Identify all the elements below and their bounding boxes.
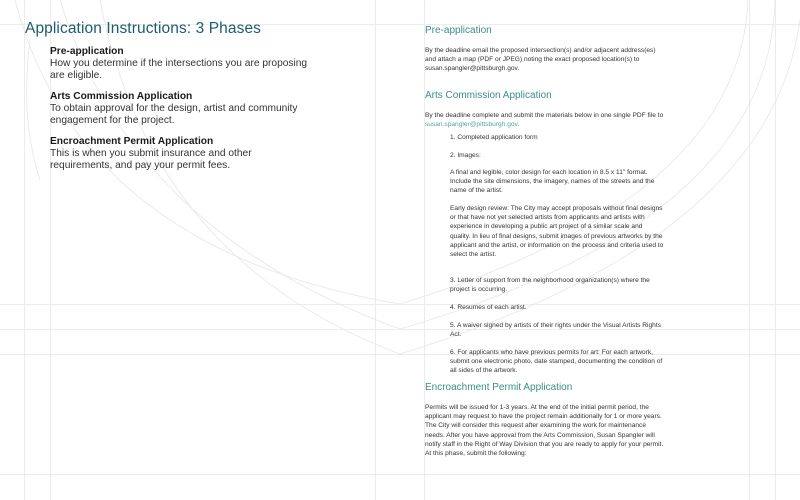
requirement-item: A final and legible, color design for each location in 8.5 x 11" format. Include the site dimensions, the imagery, names of the streets and the name of the artist. xyxy=(450,169,655,195)
phase-encroachment xyxy=(50,135,310,172)
section-heading-arts-commission: Arts Commission Application xyxy=(425,90,552,101)
encroachment-body: Permits will be issued for 1-3 years. At the end of the initial permit period, the applicant may request to have the project remain additionally for 1 or more years. The City will consider this request after examining the work for maintenance needs. After you have approval from the Arts Commission, Susan Spangler will notify staff in the Right of Way Division that you are ready to apply for your permit. At this phase, submit the following: xyxy=(425,404,664,458)
pre-application-body: By the deadline email the proposed intersection(s) and/or adjacent address(es) and attach a map (PDF or JPEG) noting the exact proposed location(s) to susan.spangler@pittsburgh.gov. xyxy=(425,47,656,73)
requirement-item: 1. Completed application form xyxy=(450,134,538,141)
intro-end: . xyxy=(517,121,520,129)
phase-title: Encroachment Permit Application xyxy=(50,136,214,147)
phase-description: How you determine if the intersections you are proposing are eligible. xyxy=(50,58,308,81)
phase-title: Pre-application xyxy=(50,46,124,57)
requirement-item: 3. Letter of support from the neighborhood organization(s) where the project is occurring. xyxy=(450,277,650,294)
requirement-item: 2. Images: xyxy=(450,152,481,159)
phase-arts-commission xyxy=(50,90,310,127)
phase-title: Arts Commission Application xyxy=(50,91,193,102)
requirement-item: Early design review: The City may accept proposals without final designs or that have not yet selected artists from applicants and artists with experience in developing a public art project of a similar scale and quality. In lieu of final designs, submit images of previous artworks by the applicant and the artist, or information on the process and criteria used to select the artist. xyxy=(450,205,664,259)
phase-pre-application xyxy=(50,45,310,82)
phases-list xyxy=(50,45,310,180)
arts-commission-intro xyxy=(425,111,665,129)
right-page xyxy=(400,0,800,500)
section-heading-pre-application: Pre-application xyxy=(425,25,492,36)
phase-description: To obtain approval for the design, artist and community engagement for the project. xyxy=(50,103,298,126)
requirement-item: 6. For applicants who have previous permits for art: For each artwork, submit one electronic photo, date stamped, documenting the condition of all sides of the artwork. xyxy=(450,349,663,375)
intro-text: By the deadline complete and submit the materials below in one single PDF file to xyxy=(425,112,664,119)
requirement-item: 4. Resumes of each artist. xyxy=(450,304,527,311)
requirement-item: 5. A waiver signed by artists of their rights under the Visual Artists Rights Act. xyxy=(450,322,661,339)
phase-description: This is when you submit insurance and other requirements, and pay your permit fees. xyxy=(50,148,252,171)
email-link[interactable]: susan.spangler@pittsburgh.gov xyxy=(425,121,518,129)
page-title: Application Instructions: 3 Phases xyxy=(25,20,262,37)
section-heading-encroachment: Encroachment Permit Application xyxy=(425,382,573,393)
